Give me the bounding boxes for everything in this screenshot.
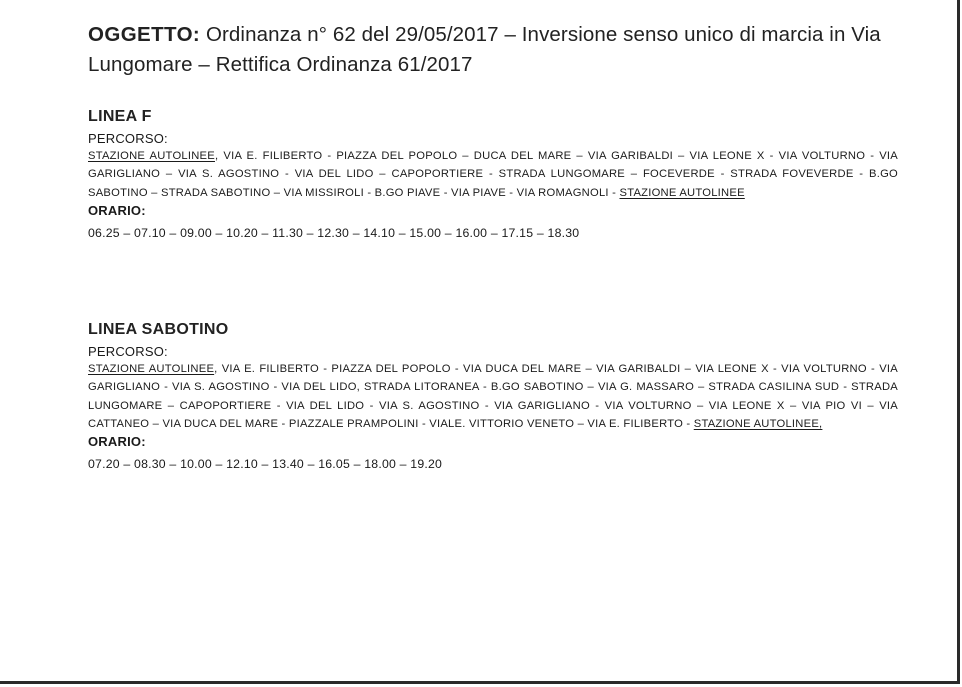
linea-f-route-start: STAZIONE AUTOLINEE	[88, 150, 215, 162]
linea-sabotino-times: 07.20 – 08.30 – 10.00 – 12.10 – 13.40 – 16.05 – 18.00 – 19.20	[88, 457, 443, 472]
subject-text: Ordinanza n° 62 del 29/05/2017 – Inversione senso unico di marcia in Via Lungomare – Rettifica Ordinanza 61/2017	[88, 23, 881, 76]
linea-sabotino-route-body: , VIA E. FILIBERTO - PIAZZA DEL POPOLO - VIA DUCA DEL MARE – VIA GARIBALDI – VIA LEONE X - VIA VOLTURNO - VIA GARIGLIANO - VIA S. AGOSTINO - VIA DEL LIDO, STRADA LITORANEA - B.GO SABOTINO – VIA G. MASSARO – STRADA CASILINA SUD - STRADA LUNGOMARE – CAPOPORTIERE - VIA DEL LIDO - VIA S. AGOSTINO - VIA GARIGLIANO - VIA VOLTURNO – VIA LEONE X – VIA PIO VI – VIA CATTANEO – VIA DUCA DEL MARE - PIAZZALE PRAMPOLINI - VIALE. VITTORIO VENETO – VIA E. FILIBERTO -	[88, 363, 898, 430]
linea-sabotino-orario-label: ORARIO:	[88, 434, 146, 450]
linea-f-percorso-label: PERCORSO:	[88, 131, 168, 146]
linea-f-route-body: , VIA E. FILIBERTO - PIAZZA DEL POPOLO – DUCA DEL MARE – VIA GARIBALDI – VIA LEONE X - VIA VOLTURNO - VIA GARIGLIANO – VIA S. AGOSTINO - VIA DEL LIDO – CAPOPORTIERE - STRADA LUNGOMARE – FOCEVERDE - STRADA FOVEVERDE - B.GO SABOTINO – STRADA SABOTINO – VIA MISSIROLI - B.GO PIAVE - VIA PIAVE - VIA ROMAGNOLI -	[88, 150, 899, 199]
linea-sabotino-title: LINEA SABOTINO	[88, 321, 229, 338]
linea-f-route	[88, 147, 898, 202]
subject-heading	[88, 20, 898, 80]
linea-f-title: LINEA F	[88, 108, 152, 125]
linea-f-orario-label: ORARIO:	[88, 202, 146, 218]
subject-label: OGGETTO:	[88, 23, 201, 46]
linea-f-section	[88, 107, 898, 243]
linea-f-route-end: STAZIONE AUTOLINEE	[619, 186, 745, 199]
linea-sabotino-route-start: STAZIONE AUTOLINEE	[88, 363, 215, 375]
linea-sabotino-percorso-label: PERCORSO:	[88, 344, 168, 359]
linea-sabotino-section	[88, 320, 898, 474]
linea-f-times: 06.25 – 07.10 – 09.00 – 10.20 – 11.30 – 12.30 – 14.10 – 15.00 – 16.00 – 17.15 – 18.30	[88, 225, 580, 240]
linea-sabotino-route-end: STAZIONE AUTOLINEE,	[693, 417, 823, 430]
linea-sabotino-route	[88, 360, 898, 433]
